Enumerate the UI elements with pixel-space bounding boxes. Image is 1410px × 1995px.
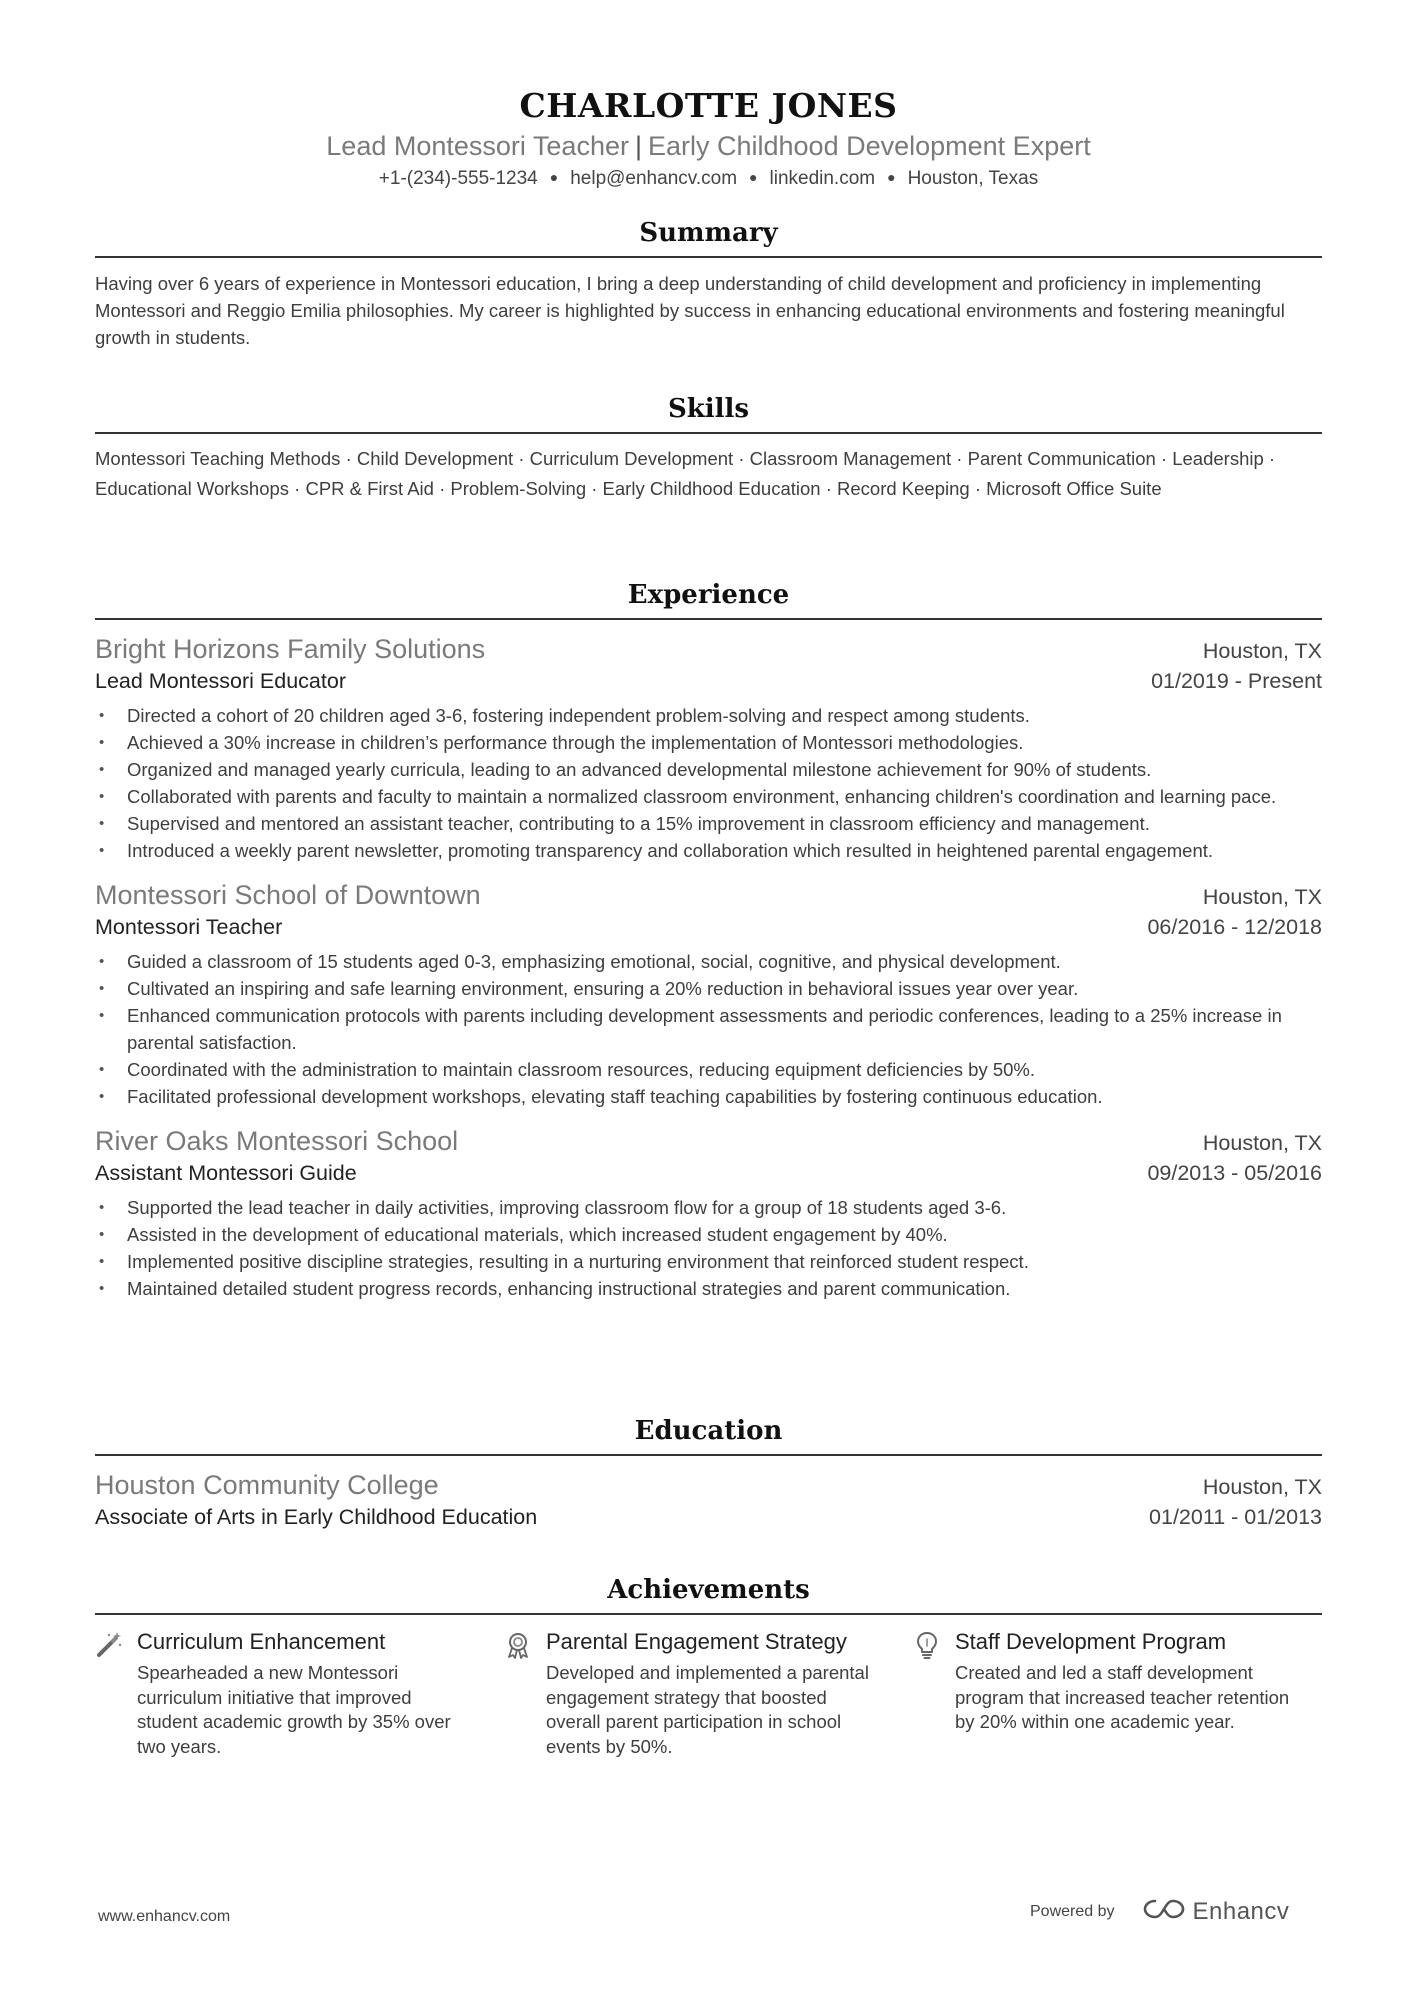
job-company: River Oaks Montessori School bbox=[95, 1126, 459, 1156]
achievement-item bbox=[913, 1627, 1322, 1759]
achievement-item bbox=[504, 1627, 913, 1759]
contact-separator: ● bbox=[549, 169, 559, 185]
footer-branding bbox=[1030, 1896, 1289, 1927]
job-bullets bbox=[95, 1194, 1322, 1302]
enhancv-logo-icon bbox=[1141, 1896, 1187, 1927]
achievement-desc: Spearheaded a new Montessori curriculum initiative that improved student academic growth by 35% over two years. bbox=[137, 1662, 451, 1757]
job-role: Assistant Montessori Guide bbox=[95, 1161, 357, 1185]
job-bullet: • Organized and managed yearly curricula, leading to an advanced developmental milestone achievement for 90% of students. bbox=[95, 756, 1322, 783]
job-role: Montessori Teacher bbox=[95, 915, 283, 939]
achievement-title: Curriculum Enhancement bbox=[137, 1629, 386, 1654]
award-ribbon-icon bbox=[504, 1627, 546, 1759]
brand-name: Enhancv bbox=[1192, 1897, 1290, 1925]
job-bullet: • Introduced a weekly parent newsletter, promoting transparency and collaboration which resulted in heightened parental engagement. bbox=[95, 837, 1322, 864]
job-location: Houston, TX bbox=[1202, 885, 1322, 909]
job-dates: 09/2013 - 05/2016 bbox=[1147, 1161, 1322, 1185]
job-bullet: • Directed a cohort of 20 children aged 3-6, fostering independent problem-solving and respect among students. bbox=[95, 702, 1322, 729]
magic-wand-icon bbox=[95, 1627, 137, 1759]
summary-section bbox=[95, 216, 1322, 351]
title-secondary: Early Childhood Development Expert bbox=[647, 131, 1091, 161]
skills-section bbox=[95, 392, 1322, 504]
job-bullet: • Achieved a 30% increase in children’s performance through the implementation of Montessori methodologies. bbox=[95, 729, 1322, 756]
job-bullet: • Supported the lead teacher in daily activities, improving classroom flow for a group of 18 students aged 3-6. bbox=[95, 1194, 1322, 1221]
job-role: Lead Montessori Educator bbox=[95, 669, 346, 693]
lightbulb-icon bbox=[913, 1627, 955, 1759]
education-entry bbox=[95, 1468, 1322, 1532]
education-school: Houston Community College bbox=[95, 1470, 439, 1500]
job-company: Montessori School of Downtown bbox=[95, 880, 481, 910]
contact-separator: ● bbox=[887, 169, 896, 185]
job-location: Houston, TX bbox=[1202, 639, 1322, 663]
job-bullet: • Collaborated with parents and faculty to maintain a normalized classroom environment, enhancing children's coordination and learning pace. bbox=[95, 783, 1322, 810]
contact-location: Houston, Texas bbox=[907, 168, 1039, 189]
summary-heading: Summary bbox=[95, 216, 1322, 258]
experience-heading: Experience bbox=[95, 578, 1322, 620]
job-dates: 06/2016 - 12/2018 bbox=[1147, 915, 1322, 939]
job-bullet: • Guided a classroom of 15 students aged 0-3, emphasizing emotional, social, cognitive, and physical development. bbox=[95, 948, 1322, 975]
achievement-title: Parental Engagement Strategy bbox=[546, 1629, 847, 1654]
job-bullet: • Supervised and mentored an assistant teacher, contributing to a 15% improvement in classroom efficiency and management. bbox=[95, 810, 1322, 837]
summary-text: Having over 6 years of experience in Montessori education, I bring a deep understanding of child development and proficiency in implementing Montessori and Reggio Emilia philosophies. My career is highlighted by success in enhancing educational environments and fostering meaningful growth in students. bbox=[95, 273, 1285, 348]
experience-section bbox=[95, 578, 1322, 1302]
contact-email[interactable]: help@enhancv.com bbox=[570, 168, 738, 189]
skills-list: Montessori Teaching Methods · Child Development · Curriculum Development · Classroom Management · Parent Communication · Leadership · Educational Workshops · CPR & First Aid · Problem-Solving · Early Childhood Education · Record Keeping · Microsoft Office Suite bbox=[95, 448, 1276, 499]
achievements-heading: Achievements bbox=[95, 1573, 1322, 1615]
job-entry bbox=[95, 632, 1322, 864]
job-bullets bbox=[95, 948, 1322, 1110]
achievements-section bbox=[95, 1573, 1322, 1759]
candidate-name: CHARLOTTE JONES bbox=[519, 86, 898, 125]
job-entry bbox=[95, 1124, 1322, 1302]
job-bullets bbox=[95, 702, 1322, 864]
job-bullet: • Assisted in the development of educational materials, which increased student engagement by 40%. bbox=[95, 1221, 1322, 1248]
job-bullet: • Maintained detailed student progress records, enhancing instructional strategies and parent communication. bbox=[95, 1275, 1322, 1302]
footer-website[interactable]: www.enhancv.com bbox=[98, 1908, 231, 1925]
job-location: Houston, TX bbox=[1202, 1131, 1322, 1155]
contact-line bbox=[95, 164, 1322, 192]
education-heading: Education bbox=[95, 1414, 1322, 1456]
skills-heading: Skills bbox=[95, 392, 1322, 434]
achievement-item bbox=[95, 1627, 504, 1759]
job-company: Bright Horizons Family Solutions bbox=[95, 634, 486, 664]
job-bullet: • Coordinated with the administration to maintain classroom resources, reducing equipment deficiencies by 50%. bbox=[95, 1056, 1322, 1083]
education-dates: 01/2011 - 01/2013 bbox=[1149, 1505, 1322, 1529]
achievement-desc: Created and led a staff development program that increased teacher retention by 20% within one academic year. bbox=[955, 1662, 1290, 1732]
job-entry bbox=[95, 878, 1322, 1110]
education-section bbox=[95, 1414, 1322, 1532]
achievement-title: Staff Development Program bbox=[955, 1629, 1227, 1654]
job-bullet: • Cultivated an inspiring and safe learning environment, ensuring a 20% reduction in behavioral issues year over year. bbox=[95, 975, 1322, 1002]
job-bullet: • Facilitated professional development workshops, elevating staff teaching capabilities by fostering continuous education. bbox=[95, 1083, 1322, 1110]
candidate-title bbox=[95, 128, 1322, 164]
resume-header bbox=[95, 0, 1322, 192]
education-location: Houston, TX bbox=[1202, 1475, 1322, 1499]
achievement-desc: Developed and implemented a parental engagement strategy that boosted overall parent participation in school events by 50%. bbox=[546, 1662, 869, 1757]
title-separator: | bbox=[634, 131, 642, 161]
contact-linkedin[interactable]: linkedin.com bbox=[769, 168, 876, 189]
contact-phone[interactable]: +1-(234)-555-1234 bbox=[378, 168, 538, 189]
achievements-grid bbox=[95, 1627, 1322, 1759]
resume-page bbox=[95, 0, 1322, 1757]
job-bullet: • Implemented positive discipline strategies, resulting in a nurturing environment that reinforced student respect. bbox=[95, 1248, 1322, 1275]
title-primary: Lead Montessori Teacher bbox=[326, 131, 629, 161]
job-bullet: • Enhanced communication protocols with parents including development assessments and periodic conferences, leading to a 25% increase in parental satisfaction. bbox=[95, 1002, 1322, 1056]
education-degree: Associate of Arts in Early Childhood Education bbox=[95, 1505, 538, 1529]
powered-by-label: Powered by bbox=[1030, 1902, 1115, 1920]
job-dates: 01/2019 - Present bbox=[1151, 669, 1322, 693]
contact-separator: ● bbox=[749, 169, 758, 185]
